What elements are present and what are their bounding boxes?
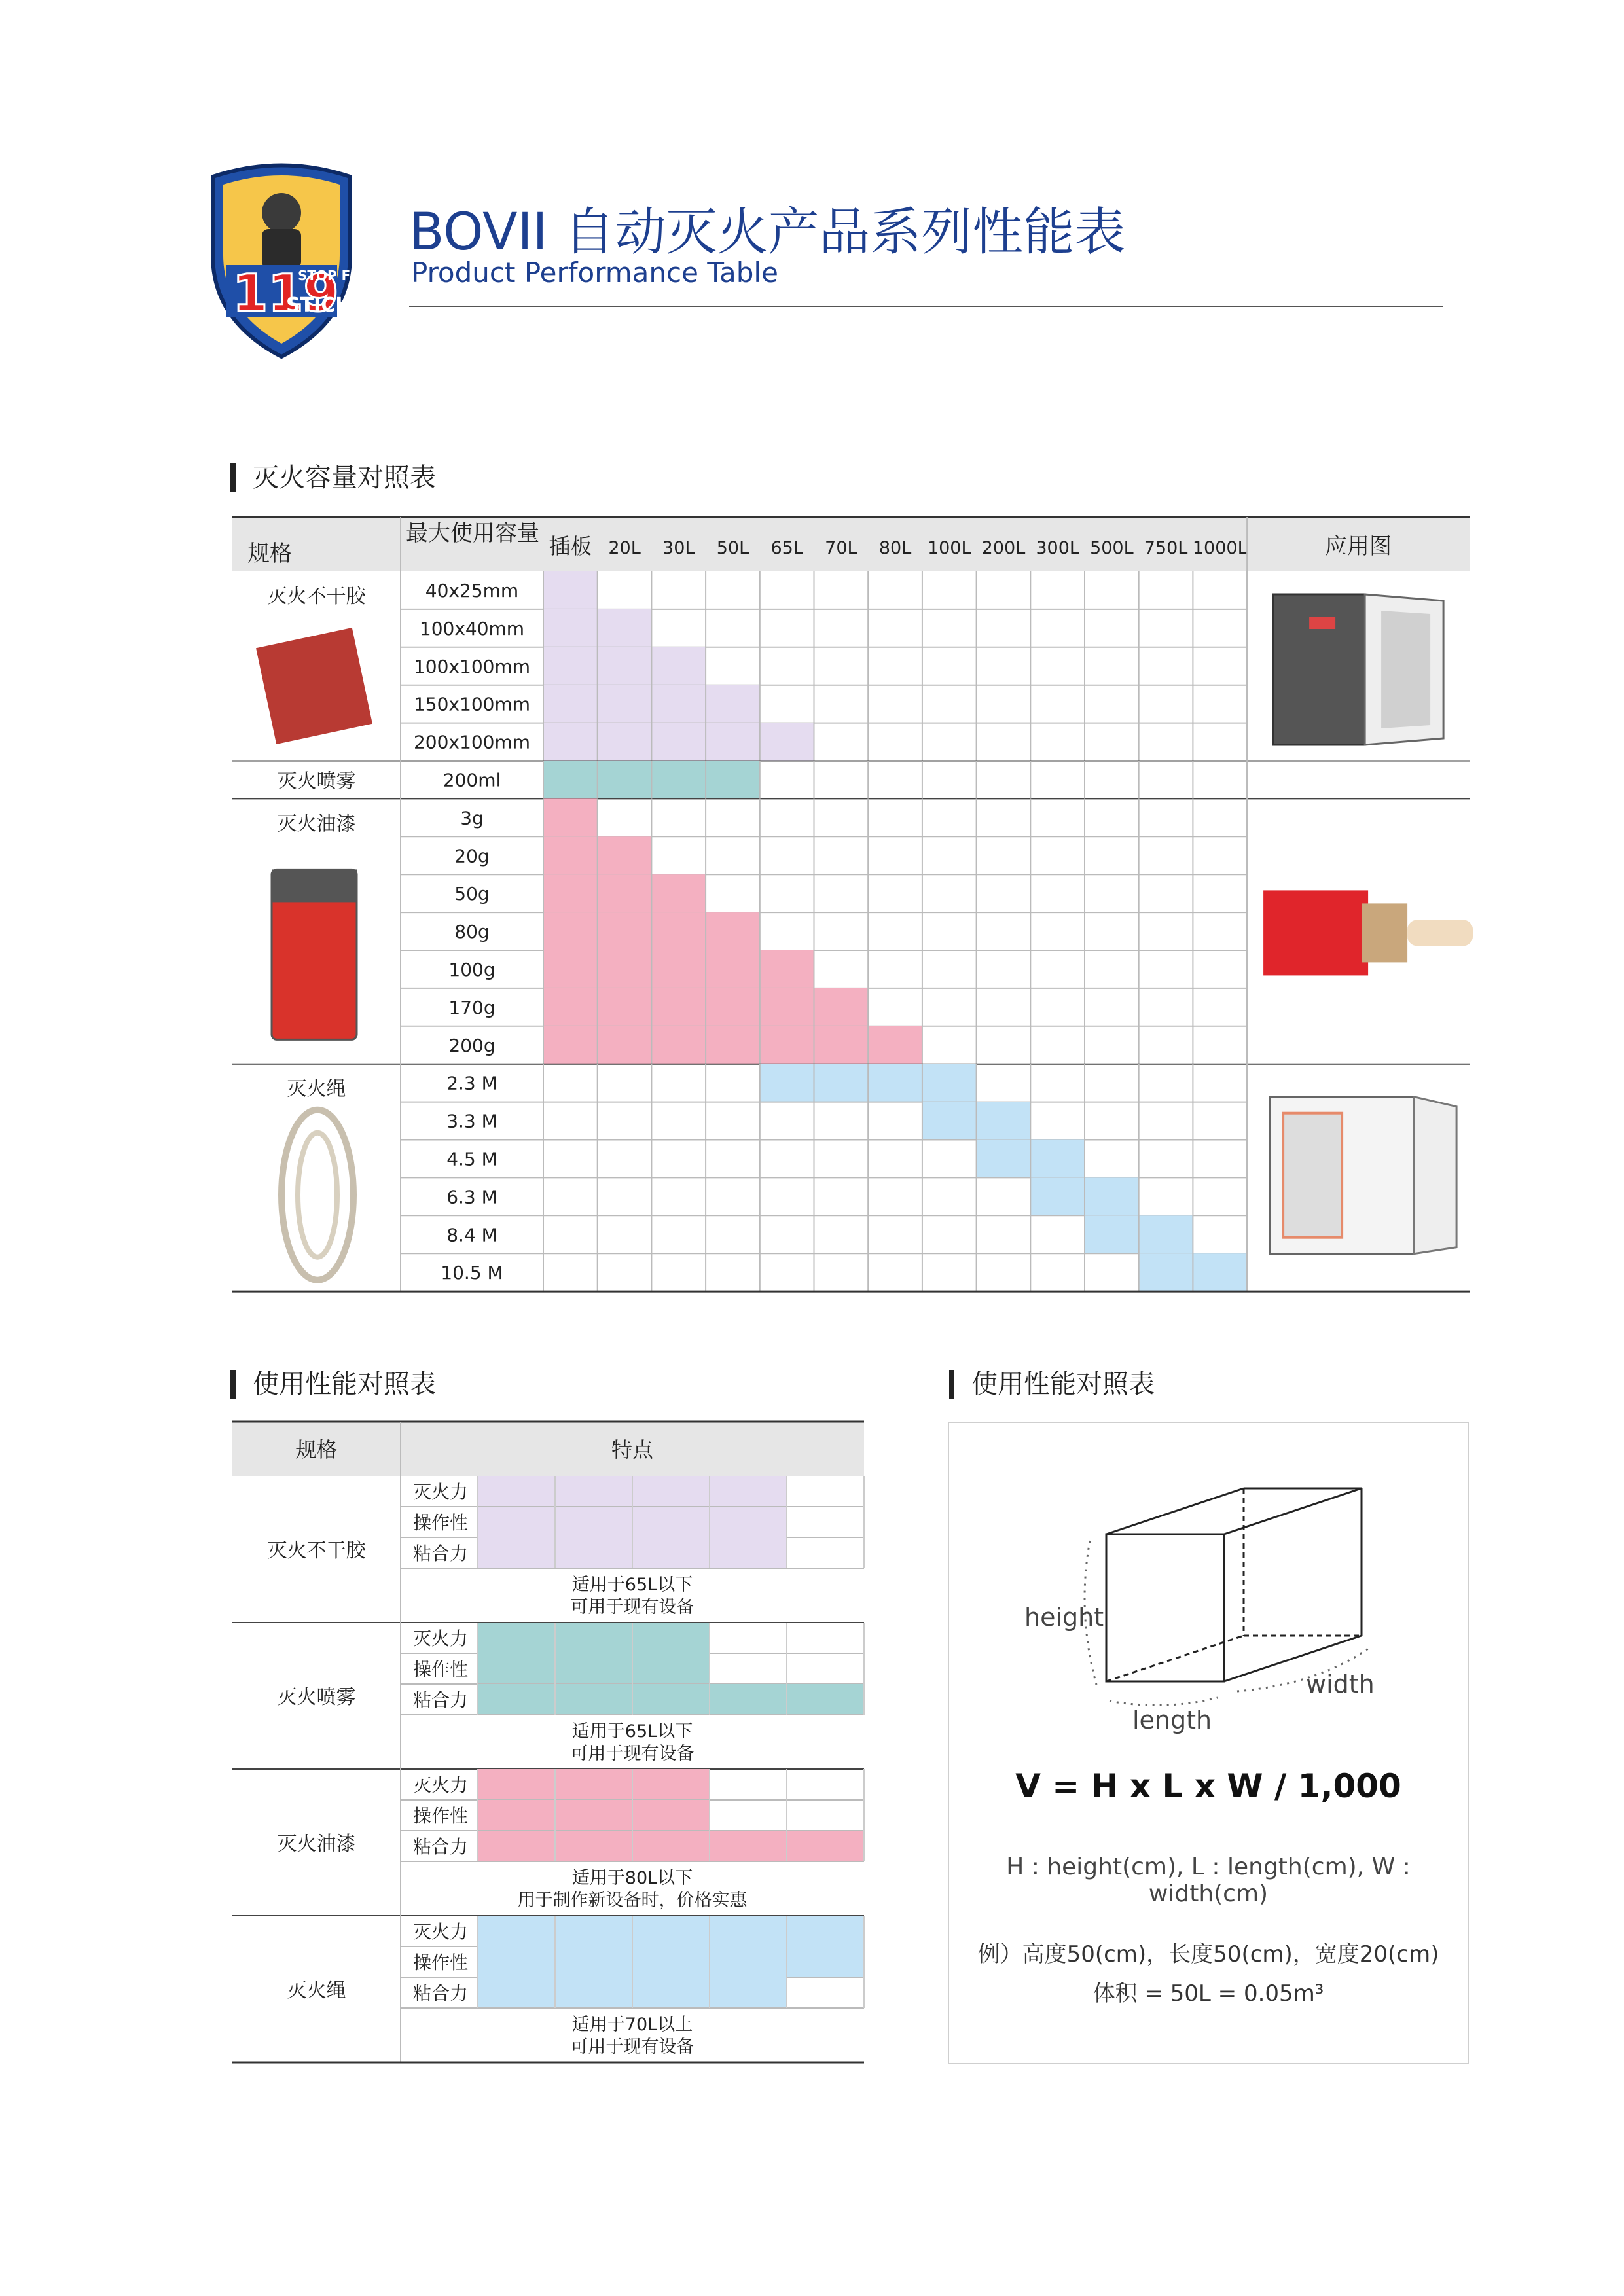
capacity-cell-filled [1139,1253,1193,1291]
performance-bar-cell [555,1831,632,1861]
capacity-cell-filled [706,723,760,761]
capacity-cell-filled [706,950,760,988]
cabinet-icon [1273,594,1365,745]
paintbrush-icon [1362,903,1407,962]
page-title: BOVII 自动灭火产品系列性能表 [409,203,1126,262]
capacity-cell-filled [868,1064,922,1102]
column-header: 500L [1090,538,1134,558]
fire-sticker-product-icon [256,628,372,744]
performance-bar-cell [555,1977,632,2008]
performance-bar-cell [478,1916,555,1946]
performance-bar-cell [478,1769,555,1800]
spec-value: 50g [454,883,490,905]
logo-wordmark: STICKE [286,294,363,317]
capacity-cell-filled [651,761,706,799]
performance-bar-cell [787,1946,864,1977]
performance-bar-cell [632,1946,710,1977]
capacity-cell-filled [922,1102,977,1140]
capacity-cell-filled [706,761,760,799]
spec-value: 2.3 M [446,1072,497,1094]
capacity-cell-filled [706,988,760,1026]
product-name: 灭火油漆 [277,812,356,836]
spec-value: 200x100mm [413,731,531,753]
performance-bar-cell [555,1623,632,1653]
capacity-header: 最大使用容量 [406,520,539,547]
performance-bar-cell [710,1946,787,1977]
capacity-cell-filled [1030,1140,1085,1178]
capacity-cell-filled [651,1026,706,1064]
capacity-cell-filled [598,950,652,988]
capacity-cell-filled [651,647,706,685]
performance-bar-cell [478,1476,555,1507]
performance-bar-cell [710,1977,787,2008]
column-header: 750L [1144,538,1188,558]
page-subtitle: Product Performance Table [411,257,778,289]
capacity-cell-filled [543,685,598,723]
capacity-cell-filled [543,761,598,799]
usage-note: 可用于现有设备 [570,1597,695,1617]
capacity-cell-filled [651,912,706,950]
spec-value: 100g [448,958,496,980]
logo-number: 119 [232,264,339,323]
capacity-cell-filled [543,988,598,1026]
capacity-cell-filled [1085,1215,1139,1253]
performance-bar-cell [478,1537,555,1568]
capacity-cell-filled [977,1140,1031,1178]
column-header: 1000L [1192,538,1248,558]
performance-bar-cell [632,1537,710,1568]
column-header: 20L [608,538,641,558]
capacity-cell-filled [651,950,706,988]
performance-bar-cell [632,1623,710,1653]
capacity-cell-filled [543,798,598,836]
performance-bar-cell [555,1946,632,1977]
formula-legend: H : height(cm), L : length(cm), W : width(cm) [1006,1854,1411,1907]
performance-bar-cell [632,1653,710,1684]
capacity-cell-filled [598,723,652,761]
capacity-cell-filled [598,609,652,647]
capacity-cell-filled [598,912,652,950]
feature-label: 操作性 [413,1659,469,1680]
performance-bar-cell [555,1537,632,1568]
capacity-cell-filled [814,988,869,1026]
feature-label: 粘合力 [413,1689,469,1711]
sticker-marker-icon [1309,617,1335,629]
performance-bar-cell [710,1684,787,1715]
feature-label: 灭火力 [413,1628,469,1649]
capacity-cell-filled [543,1026,598,1064]
column-header: 100L [927,538,971,558]
performance-bar-cell [478,1623,555,1653]
capacity-cell-filled [814,1026,869,1064]
capacity-cell-filled [868,1026,922,1064]
width-label: width [1306,1670,1375,1698]
volume-formula: V = H x L x W / 1,000 [1015,1767,1401,1805]
box-diagram [949,1423,1470,2066]
feature-label: 粘合力 [413,1836,469,1857]
spec-value: 100x100mm [413,655,531,677]
column-header: 70L [825,538,857,558]
capacity-cell-filled [543,647,598,685]
performance-bar-cell [787,1684,864,1715]
capacity-cell-filled [706,1026,760,1064]
capacity-cell-filled [814,1064,869,1102]
volume-formula-heading: 使用性能对照表 [949,1370,1155,1399]
spec-value: 150x100mm [413,693,531,715]
panel-breaker-icon [1283,1113,1342,1238]
paint-can-lid-icon [272,869,357,902]
cabinet-glass-icon [1381,611,1430,728]
usage-note: 适用于70L以上 [571,2015,693,2035]
capacity-cell-filled [760,723,814,761]
capacity-cell-filled [1139,1215,1193,1253]
capacity-cell-filled [598,685,652,723]
spec-value: 10.5 M [441,1262,503,1284]
performance-bar-cell [555,1769,632,1800]
capacity-cell-filled [598,647,652,685]
height-label: height [1024,1603,1104,1632]
spec-value: 4.5 M [446,1148,497,1170]
app-header: 应用图 [1325,533,1392,560]
capacity-cell-filled [543,836,598,874]
performance-bar-cell [555,1507,632,1537]
column-header: 50L [716,538,749,558]
performance-bar-cell [555,1684,632,1715]
capacity-cell-filled [1030,1177,1085,1215]
performance-bar-cell [478,1684,555,1715]
column-header: 30L [662,538,695,558]
product-name: 灭火不干胶 [267,585,366,608]
capacity-cell-filled [598,874,652,912]
length-label: length [1132,1706,1212,1734]
feature-label: 粘合力 [413,1982,469,2004]
feature-label: 灭火力 [413,1481,469,1503]
capacity-cell-filled [760,950,814,988]
performance-bar-cell [632,1916,710,1946]
spec-value: 80g [454,921,490,943]
performance-bar-cell [478,1831,555,1861]
capacity-cell-filled [598,836,652,874]
capacity-cell-filled [760,1026,814,1064]
performance-bar-cell [632,1507,710,1537]
perf-product-name: 灭火不干胶 [267,1539,366,1562]
column-header: 65L [770,538,803,558]
capacity-cell-filled [598,988,652,1026]
capacity-cell-filled [706,685,760,723]
brush-handle-icon [1407,920,1473,946]
performance-bar-cell [710,1916,787,1946]
usage-note: 适用于80L以下 [571,1868,693,1888]
spec-value: 100x40mm [419,617,525,639]
spec-value: 3g [460,807,484,829]
capacity-cell-filled [543,912,598,950]
capacity-cell-filled [598,1026,652,1064]
usage-note: 可用于现有设备 [570,2037,695,2057]
feature-label: 灭火力 [413,1921,469,1943]
capacity-cell-filled [543,609,598,647]
performance-bar-cell [478,1800,555,1831]
capacity-table-heading: 灭火容量对照表 [230,463,436,492]
performance-bar-cell [632,1476,710,1507]
spec-value: 200ml [442,769,501,791]
usage-note: 适用于65L以下 [571,1721,693,1742]
perf-product-name: 灭火油漆 [277,1833,356,1856]
perf-product-name: 灭火喷雾 [277,1686,356,1709]
capacity-cell-filled [760,988,814,1026]
logo-tagline: STOP FIR [298,268,363,283]
performance-bar-cell [478,1507,555,1537]
rope-coil-icon [298,1133,337,1257]
product-name: 灭火绳 [287,1077,346,1101]
spec-value: 8.4 M [446,1224,497,1246]
capacity-cell-filled [543,571,598,609]
performance-bar-cell [478,1946,555,1977]
performance-bar-cell [787,1916,864,1946]
column-header: 200L [981,538,1026,558]
capacity-cell-filled [543,723,598,761]
spec-header: 规格 [247,541,292,567]
performance-bar-cell [632,1800,710,1831]
column-header: 插板 [549,533,592,559]
capacity-cell-filled [922,1064,977,1102]
performance-bar-cell [710,1476,787,1507]
perf-product-name: 灭火绳 [287,1979,346,2002]
performance-bar-cell [555,1800,632,1831]
feature-label: 操作性 [413,1512,469,1534]
performance-bar-cell [555,1653,632,1684]
paint-swatch-icon [1263,890,1368,975]
perf-spec-header: 规格 [295,1437,338,1462]
panel-door-icon [1414,1097,1456,1254]
performance-bar-cell [710,1831,787,1861]
capacity-cell-filled [543,874,598,912]
formula-example: 例）高度50(cm)，长度50(cm)，宽度20(cm) [977,1941,1439,1967]
product-name: 灭火喷雾 [277,770,356,793]
feature-label: 操作性 [413,1805,469,1827]
capacity-cell-filled [651,988,706,1026]
capacity-cell-filled [651,723,706,761]
spec-value: 20g [454,845,490,867]
feature-label: 操作性 [413,1952,469,1973]
performance-bar-cell [787,1831,864,1861]
capacity-cell-filled [651,685,706,723]
feature-label: 粘合力 [413,1543,469,1564]
performance-bar-cell [632,1769,710,1800]
performance-table-heading: 使用性能对照表 [230,1370,436,1399]
capacity-cell-filled [977,1102,1031,1140]
column-header: 80L [878,538,912,558]
capacity-cell-filled [651,874,706,912]
spec-value: 170g [448,996,496,1018]
performance-bar-cell [478,1977,555,2008]
performance-bar-cell [478,1653,555,1684]
performance-bar-cell [710,1537,787,1568]
spec-value: 6.3 M [446,1186,497,1208]
column-header: 300L [1036,538,1079,558]
performance-bar-cell [555,1916,632,1946]
performance-bar-cell [710,1507,787,1537]
feature-label: 灭火力 [413,1774,469,1796]
spec-value: 3.3 M [446,1110,497,1132]
performance-bar-cell [632,1831,710,1861]
usage-note: 适用于65L以下 [571,1575,693,1595]
spec-value: 40x25mm [425,579,519,601]
performance-bar-cell [632,1684,710,1715]
box-outline-icon [1106,1488,1362,1681]
formula-volume: 体积 = 50L = 0.05m³ [1092,1981,1324,2007]
capacity-cell-filled [543,950,598,988]
spec-value: 200g [448,1034,496,1056]
performance-bar-cell [555,1476,632,1507]
usage-note: 用于制作新设备时，价格实惠 [517,1890,748,1910]
performance-bar-cell [632,1977,710,2008]
capacity-cell-filled [1193,1253,1247,1291]
usage-note: 可用于现有设备 [570,1744,695,1764]
capacity-cell-filled [598,761,652,799]
perf-feature-header: 特点 [611,1437,654,1462]
capacity-cell-filled [1085,1177,1139,1215]
capacity-cell-filled [706,912,760,950]
capacity-cell-filled [760,1064,814,1102]
